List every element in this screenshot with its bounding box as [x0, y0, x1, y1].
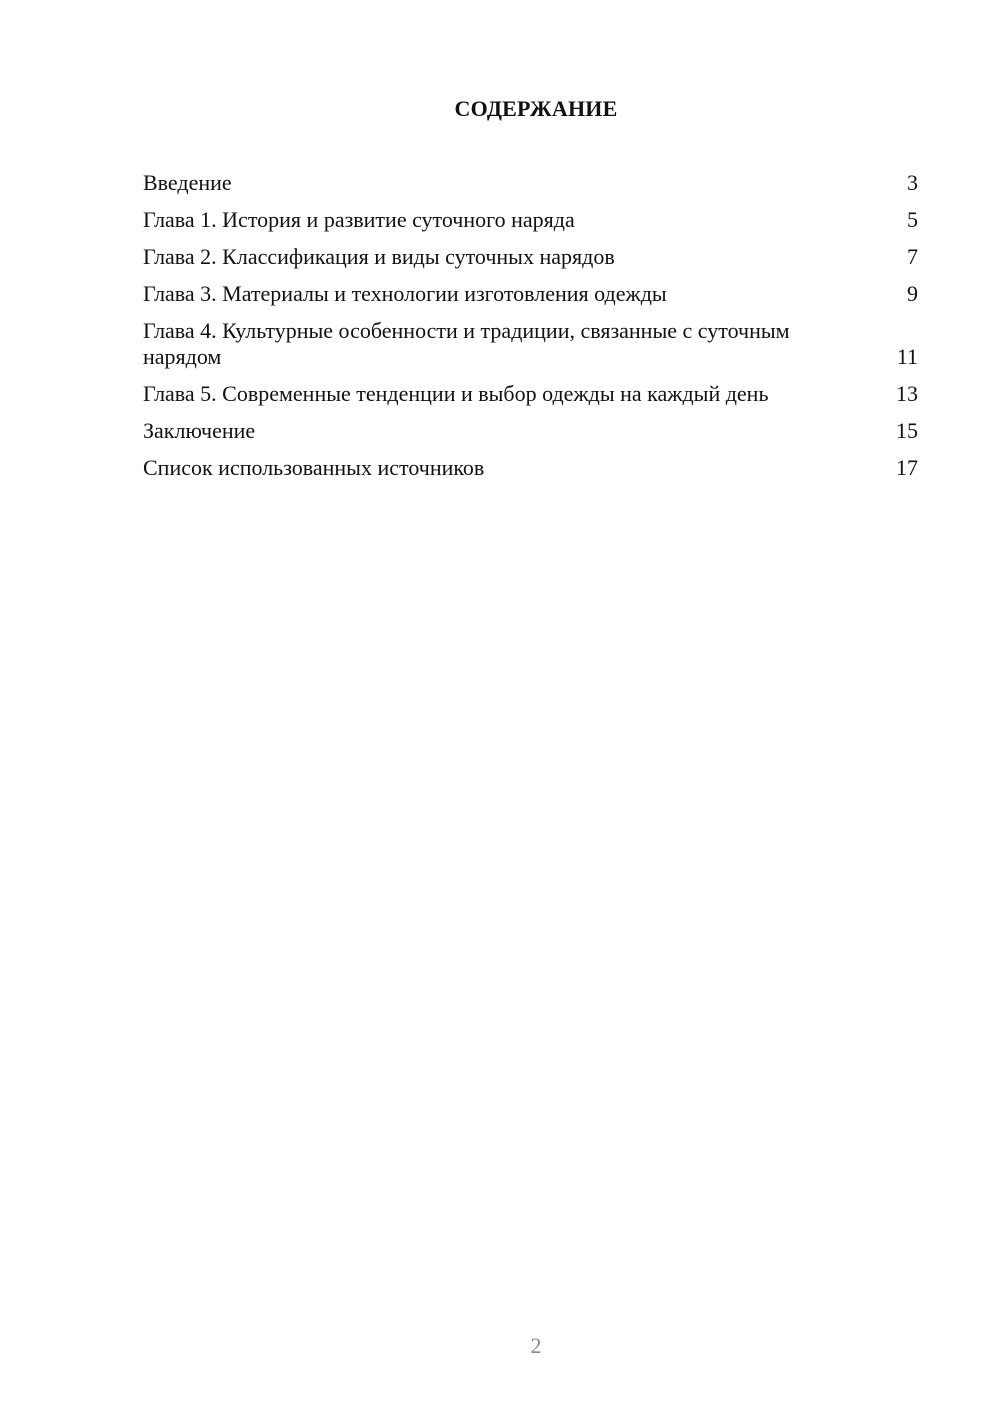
toc-entry: [143, 318, 918, 370]
toc-entry: [143, 281, 918, 307]
toc-entry-label: Введение: [143, 170, 232, 195]
page-number: 2: [530, 1333, 542, 1358]
toc-heading: СОДЕРЖАНИЕ: [454, 96, 618, 121]
toc-entry-page: 7: [907, 244, 918, 269]
toc-entry-page: 11: [896, 344, 918, 369]
toc-entry-label: Заключение: [143, 418, 256, 443]
toc-list: [143, 170, 918, 492]
toc-entry-label: Глава 1. История и развитие суточного наряда: [143, 207, 575, 232]
toc-entry-label: Глава 3. Материалы и технологии изготовления одежды: [143, 281, 667, 306]
toc-entry: [143, 207, 918, 233]
toc-entry-page: 17: [896, 455, 918, 480]
toc-entry: [143, 418, 918, 444]
toc-entry-page: 9: [907, 281, 918, 306]
toc-entry-label: Глава 2. Классификация и виды суточных нарядов: [143, 244, 615, 269]
toc-entry: [143, 244, 918, 270]
toc-entry-page: 13: [896, 381, 918, 406]
toc-entry-page: 3: [907, 170, 918, 195]
toc-entry-label: Глава 4. Культурные особенности и традиции, связанные с суточным нарядом: [143, 318, 790, 369]
toc-entry-page: 5: [907, 207, 918, 232]
toc-entry: [143, 381, 918, 407]
toc-entry-page: 15: [896, 418, 918, 443]
toc-entry: [143, 455, 918, 481]
toc-entry-label: Список использованных источников: [143, 455, 485, 480]
toc-entry: [143, 170, 918, 196]
toc-entry-label: Глава 5. Современные тенденции и выбор одежды на каждый день: [143, 381, 769, 406]
